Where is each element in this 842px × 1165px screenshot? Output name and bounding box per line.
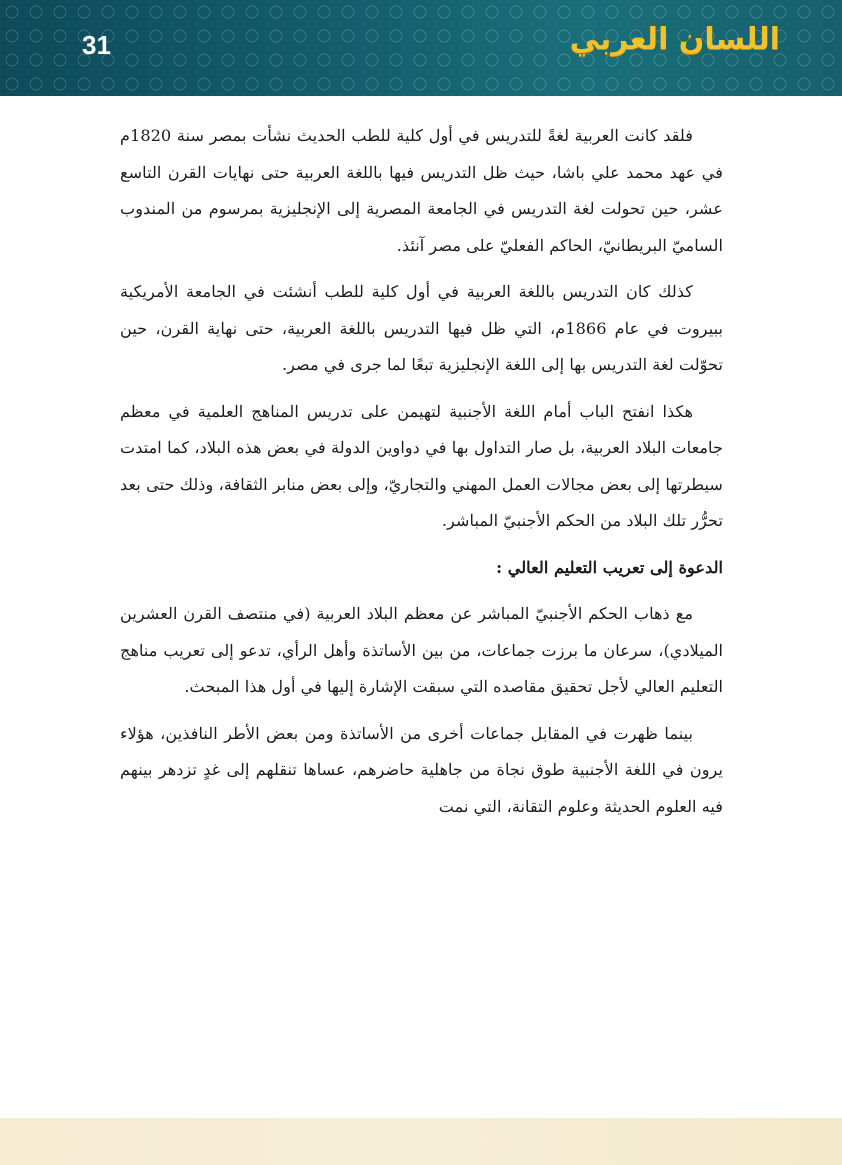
paragraph-3: هكذا انفتح الباب أمام اللغة الأجنبية لتهيمن على تدريس المناهج العلمية في معظم جامعات البلاد العربية، بل صار التداول بها في دواوين الدولة في بعض هذه البلاد، كما امتدت سيطرتها إلى بعض مجالات العمل المهني والتجاريّ، وإلى بعض منابر الثقافة، وذلك حتى بعد تحرُّر تلك البلاد من الحكم الأجنبيّ المباشر. xyxy=(120,401,723,530)
paragraph-2: كذلك كان التدريس باللغة العربية في أول كلية للطب أنشئت في الجامعة الأمريكية ببيروت في عام 1866م، التي ظل فيها التدريس باللغة العربية، حتى نهاية القرن، حين تحوّلت لغة التدريس بها إلى اللغة الإنجليزية تبعًا لما جرى في مصر. xyxy=(120,282,723,374)
paragraph-1: فلقد كانت العربية لغةً للتدريس في أول كلية للطب الحديث نشأت بمصر سنة 1820م في عهد محمد علي باشا، حيث ظل التدريس فيها باللغة العربية حتى نهايات القرن التاسع عشر، حين تحولت لغة التدريس في الجامعة المصرية إلى الإنجليزية بمرسوم من المندوب الساميّ البريطانيّ، الحاكم الفعليّ على مصر آنئذ. xyxy=(120,126,723,255)
section-paragraph-1: مع ذهاب الحكم الأجنبيّ المباشر عن معظم البلاد العربية (في منتصف القرن العشرين الميلادي)، سرعان ما برزت جماعات، من بين الأساتذة وأهل الرأي، تدعو إلى تعريب مناهج التعليم العالي لأجل تحقيق مقاصده التي سبقت الإشارة إليها في أول هذا المبحث. xyxy=(120,604,723,696)
section-paragraph-2: بينما ظهرت في المقابل جماعات أخرى من الأساتذة ومن بعض الأطر النافذين، هؤلاء يرون في اللغة الأجنبية طوق نجاة من جاهلية حاضرهم، عساها تنقلهم إلى غدٍ تزدهر بينهم فيه العلوم الحديثة وعلوم التقانة، التي نمت xyxy=(120,723,723,816)
page-footer-band xyxy=(0,1118,842,1165)
section-heading: الدعوة إلى تعريب التعليم العالي : xyxy=(496,557,723,577)
journal-logo: اللسان العربي xyxy=(569,22,780,57)
page-number: 31 xyxy=(82,30,111,60)
article-body xyxy=(120,118,723,835)
page-header xyxy=(0,0,842,96)
